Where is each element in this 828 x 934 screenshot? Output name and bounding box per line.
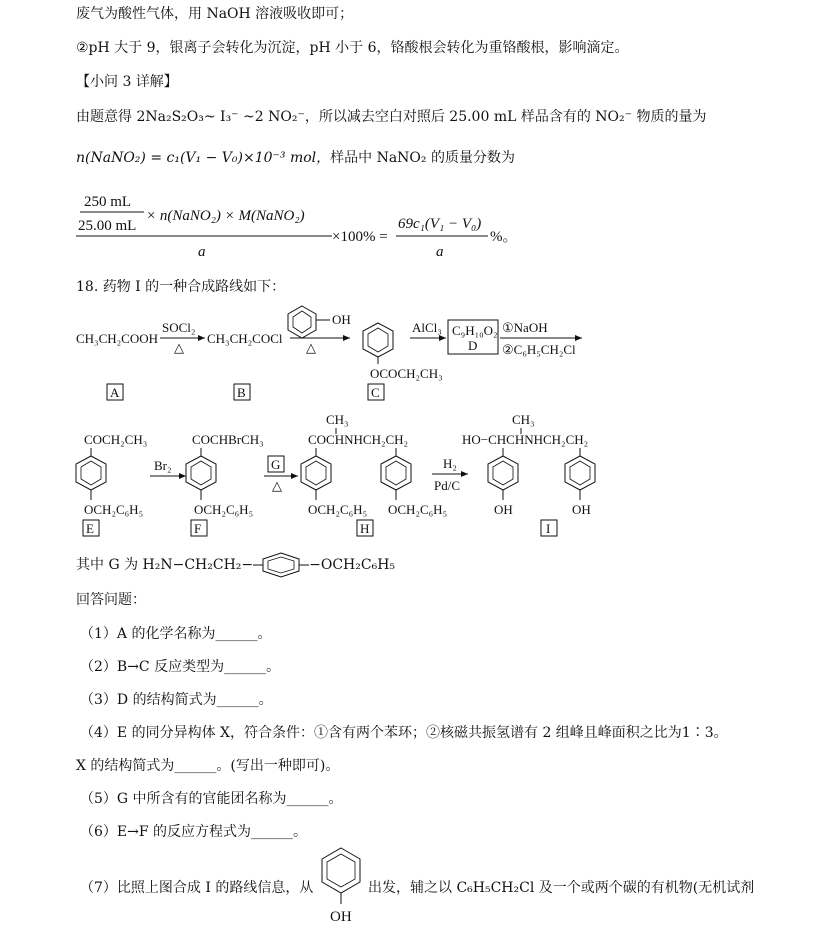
compound-c-substituent: OCOCH₂CH₃: [370, 366, 443, 381]
reagent-benzyl-chloride: ②C₆H₅CH₂Cl: [502, 342, 576, 357]
q7-phenol-oh: OH: [330, 909, 352, 925]
compound-d-formula: C₉H₁₀O₂: [452, 323, 498, 338]
g-definition: [76, 552, 395, 578]
synthesis-scheme: [0, 298, 828, 548]
reagent-br2: Br₂: [154, 458, 172, 473]
phenol-oh: OH: [332, 312, 351, 327]
compound-f-top: COCHBrCH₃: [192, 432, 264, 447]
heat-2: △: [306, 340, 316, 355]
question-6: （6）E→F 的反应方程式为______。: [80, 824, 308, 840]
text-line-4: [76, 107, 706, 127]
compound-i-oh-1: OH: [494, 502, 513, 517]
text-line-2: ②pH 大于 9，银离子会转化为沉淀，pH 小于 6，铬酸根会转化为重铬酸根，影响滴定。: [76, 40, 629, 56]
heat-1: △: [174, 340, 184, 355]
question-5: （5）G 中所含有的官能团名称为______。: [80, 791, 343, 807]
ratio-expression: 由题意得 2Na₂S₂O₃~ I₃⁻ ~2 NO₂⁻，: [76, 109, 319, 125]
mass-fraction-formula: [70, 188, 630, 264]
compound-i-ch3: CH₃: [512, 412, 535, 427]
q7-phenol-ring: [322, 848, 360, 893]
question-7-right: 出发，辅之以 C₆H₅CH₂Cl 及一个或两个碳的有机物(无机试剂: [368, 880, 755, 896]
question-2: （2）B→C 反应类型为______。: [80, 659, 281, 675]
reagent-h2: H₂: [443, 456, 457, 471]
compound-h-chain: COCHNHCH₂CH₂: [308, 432, 409, 447]
label-f: F: [194, 521, 202, 536]
question-4: （4）E 的同分异构体 X，符合条件：①含有两个苯环；②核磁共振氢谱有 2 组峰且峰面积之比为1∶3。: [80, 725, 728, 741]
label-i: I: [546, 521, 551, 536]
compound-i-chain: HO−CHCHNHCH₂CH₂: [462, 432, 589, 447]
compound-d-label: D: [468, 338, 478, 353]
compound-f-bottom: OCH₂C₆H₅: [194, 502, 254, 517]
label-e: E: [86, 521, 94, 536]
question-4-continued: X 的结构简式为______。(写出一种即可)。: [76, 758, 340, 774]
compound-b-formula: CH₃CH₂COCl: [207, 331, 283, 346]
frac-top-2: 25.00 mL: [78, 218, 137, 234]
reagent-naoh: ①NaOH: [502, 320, 548, 335]
text-line-4-rest: 所以减去空白对照后 25.00 mL 样品含有的 NO₂⁻ 物质的量为: [318, 109, 707, 125]
question-18-title: 18. 药物 I 的一种合成路线如下：: [76, 279, 286, 295]
compound-a-formula: CH₃CH₂COOH: [76, 331, 159, 346]
frac-top-1: 250 mL: [84, 194, 132, 210]
mole-expression: n(NaNO₂) = c₁(V₁ − V₀)×10⁻³ mol，: [76, 150, 331, 166]
times-100: ×100% =: [332, 229, 388, 245]
section-heading: 【小问 3 详解】: [76, 74, 178, 90]
reagent-alcl3: AlCl₃: [412, 320, 442, 335]
label-a: A: [110, 385, 120, 400]
heat-3: △: [272, 478, 282, 493]
frac2-bottom: a: [436, 244, 444, 260]
label-h: H: [360, 521, 370, 536]
label-c: C: [371, 385, 380, 400]
text-line-1: 废气为酸性气体，用 NaOH 溶液吸收即可；: [76, 6, 354, 22]
text-line-5: [76, 148, 515, 168]
g-definition-left: 其中 G 为 H₂N−CH₂CH₂−: [76, 557, 254, 573]
compound-i-oh-2: OH: [572, 502, 591, 517]
compound-h-bottom-2: OCH₂C₆H₅: [388, 502, 448, 517]
reagent-pdc: Pd/C: [434, 478, 461, 493]
frac2-top: 69c₁(V₁ − V₀): [398, 216, 482, 232]
q7-phenol: [316, 842, 366, 934]
compound-h-ch3: CH₃: [326, 412, 349, 427]
label-b: B: [237, 385, 246, 400]
percent: %。: [490, 229, 518, 245]
question-3: （3）D 的结构简式为______。: [80, 692, 273, 708]
compound-h-bottom-1: OCH₂C₆H₅: [308, 502, 368, 517]
frac-top-3: × n(NaNO₂) × M(NaNO₂): [146, 208, 305, 224]
frac-bottom: a: [198, 244, 206, 260]
g-benzene-ring: [253, 552, 309, 578]
compound-e-top: COCH₂CH₃: [84, 432, 148, 447]
reagent-socl2: SOCl₂: [162, 320, 196, 335]
question-1: （1）A 的化学名称为______。: [80, 626, 272, 642]
compound-e-bottom: OCH₂C₆H₅: [84, 502, 144, 517]
answer-prompt: 回答问题：: [76, 592, 146, 608]
question-7-left: （7）比照上图合成 I 的路线信息，从: [80, 880, 314, 896]
g-definition-right: −OCH₂C₆H₅: [309, 557, 396, 573]
reagent-g: G: [271, 457, 281, 472]
text-line-5-rest: 样品中 NaNO₂ 的质量分数为: [330, 150, 515, 166]
